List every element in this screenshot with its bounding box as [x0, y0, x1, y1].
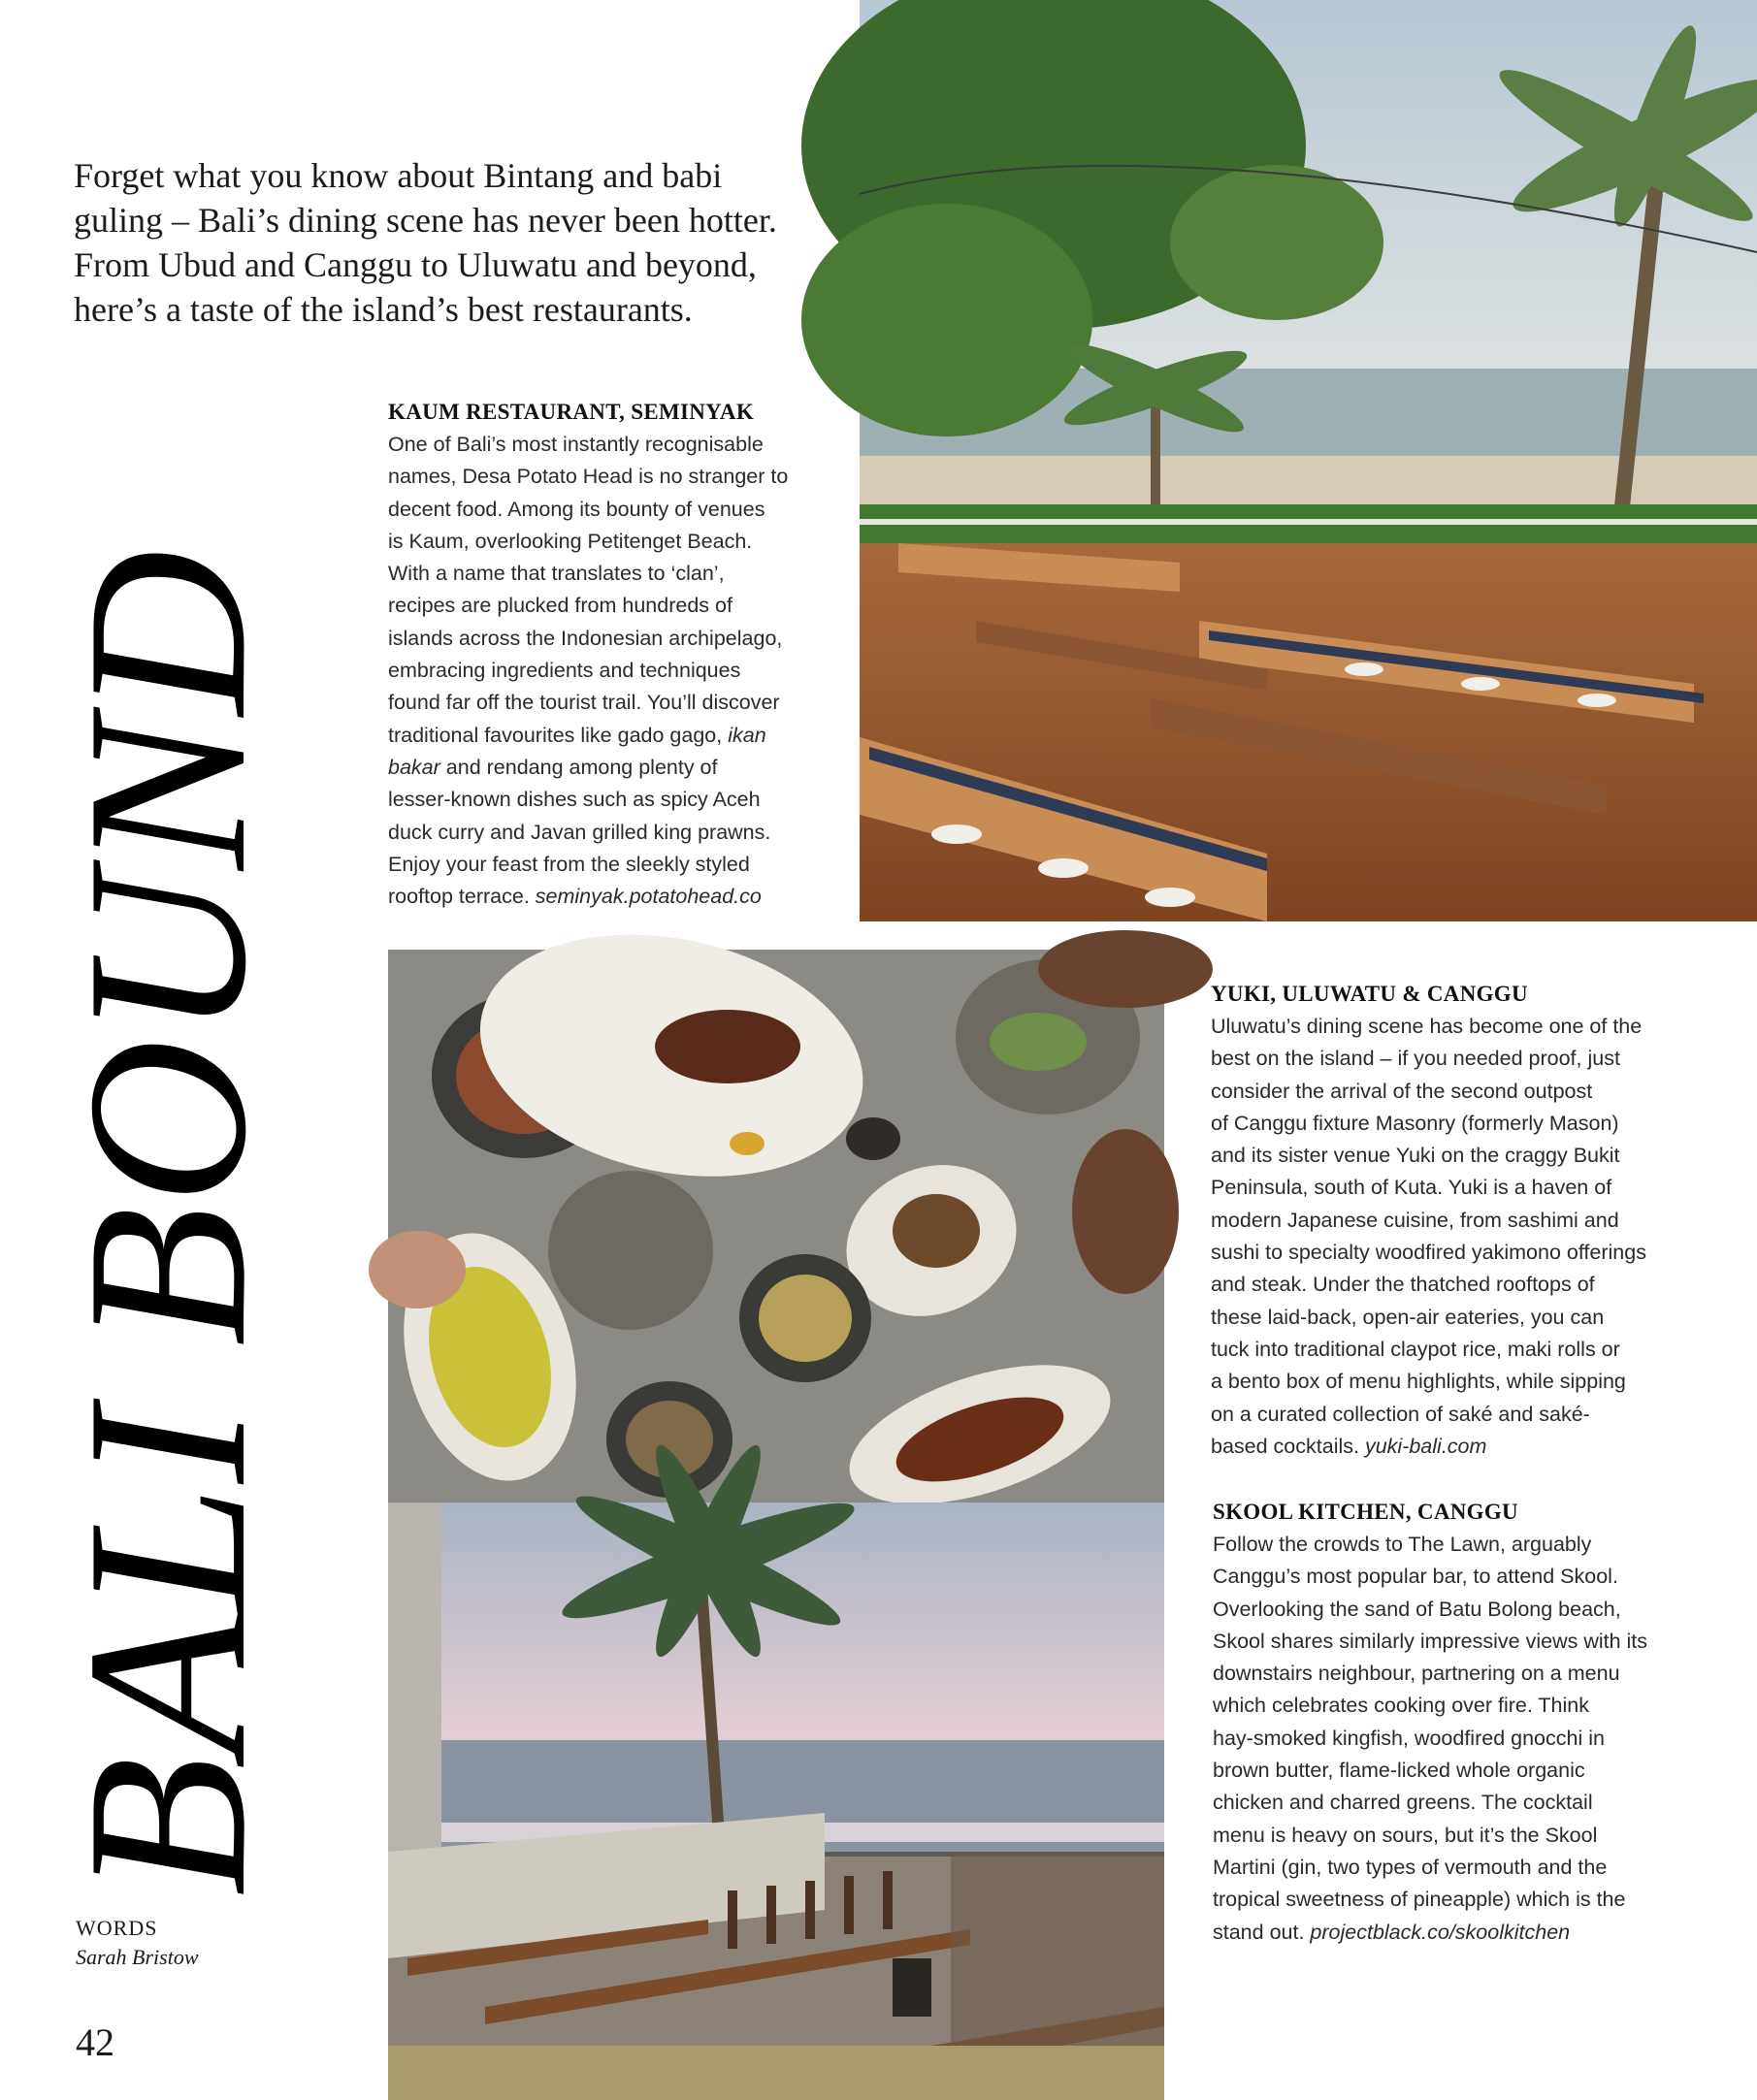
intro-standfirst — [74, 153, 850, 332]
yuki-line: modern Japanese cuisine, from sashimi and — [1211, 1208, 1619, 1232]
yuki-article — [1211, 980, 1696, 1463]
intro-line: Forget what you know about Bintang and babi — [74, 156, 723, 195]
kaum-line: With a name that translates to ‘clan’, — [388, 562, 725, 586]
food-spread-photo — [388, 950, 1164, 1502]
skool-line: brown butter, flame-licked whole organic — [1213, 1759, 1585, 1783]
page-number: 42 — [76, 2020, 114, 2064]
kaum-line: embracing ingredients and techniques — [388, 659, 741, 683]
skool-terrace-illustration — [388, 1502, 1164, 2100]
kaum-line: decent food. Among its bounty of venues — [388, 497, 765, 521]
skool-line: Martini (gin, two types of vermouth and the — [1213, 1855, 1608, 1879]
page-title: BALI BOUND — [41, 547, 294, 1896]
kaum-terrace-photo — [860, 0, 1757, 921]
skool-line: menu is heavy on sours, but it’s the Skool — [1213, 1823, 1598, 1847]
kaum-line: names, Desa Potato Head is no stranger to — [388, 465, 789, 489]
yuki-line: consider the arrival of the second outpost — [1211, 1079, 1593, 1103]
yuki-line: of Canggu fixture Masonry (formerly Mason) — [1211, 1111, 1619, 1135]
skool-url: projectblack.co/skoolkitchen — [1310, 1920, 1571, 1944]
skool-line: tropical sweetness of pineapple) which is the — [1213, 1888, 1626, 1912]
kaum-line: is Kaum, overlooking Petitenget Beach. — [388, 529, 753, 553]
yuki-line-text: based cocktails. — [1211, 1434, 1359, 1458]
kaum-line — [388, 720, 834, 752]
skool-heading: SKOOL KITCHEN, CANGGU — [1213, 1500, 1518, 1524]
skool-terrace-photo — [388, 1502, 1164, 2100]
kaum-line: One of Bali’s most instantly recognisable — [388, 433, 764, 456]
skool-article — [1213, 1498, 1698, 1949]
intro-line: guling – Bali’s dining scene has never been hotter. — [74, 201, 777, 240]
skool-line — [1213, 1917, 1698, 1949]
kaum-line: lesser-known dishes such as spicy Aceh — [388, 788, 761, 812]
kaum-line-text: traditional favourites like gado gago, — [388, 723, 723, 747]
yuki-line: Uluwatu’s dining scene has become one of the — [1211, 1015, 1643, 1038]
kaum-url: seminyak.potatohead.co — [535, 885, 762, 909]
byline-author: Sarah Bristow — [76, 1945, 199, 1969]
kaum-italic-dish: ikan — [728, 723, 766, 747]
kaum-line — [388, 881, 834, 913]
yuki-line: and steak. Under the thatched rooftops of — [1211, 1273, 1595, 1297]
yuki-line: tuck into traditional claypot rice, maki rolls or — [1211, 1337, 1620, 1361]
skool-line: Canggu’s most popular bar, to attend Skool. — [1213, 1565, 1618, 1589]
skool-line: hay-smoked kingfish, woodfired gnocchi in — [1213, 1726, 1605, 1750]
yuki-line: these laid-back, open-air eateries, you can — [1211, 1305, 1605, 1329]
skool-line-text: stand out. — [1213, 1920, 1305, 1944]
skool-line: downstairs neighbour, partnering on a menu — [1213, 1662, 1620, 1686]
yuki-line: sushi to specialty woodfired yakimono offerings — [1211, 1241, 1646, 1265]
yuki-line — [1211, 1431, 1696, 1463]
yuki-heading: YUKI, ULUWATU & CANGGU — [1211, 982, 1528, 1006]
yuki-line: on a curated collection of saké and saké- — [1211, 1402, 1590, 1426]
kaum-line: islands across the Indonesian archipelago, — [388, 626, 783, 650]
intro-line: From Ubud and Canggu to Uluwatu and beyond, — [74, 245, 757, 284]
skool-line: Skool shares similarly impressive views with its — [1213, 1629, 1648, 1653]
kaum-terrace-illustration — [860, 0, 1757, 921]
byline-label: WORDS — [76, 1916, 158, 1940]
kaum-heading: KAUM RESTAURANT, SEMINYAK — [388, 400, 755, 424]
intro-line: here’s a taste of the island’s best restaurants. — [74, 290, 693, 329]
kaum-line — [388, 752, 834, 784]
yuki-url: yuki-bali.com — [1364, 1434, 1487, 1458]
kaum-line-text: rooftop terrace. — [388, 885, 530, 909]
kaum-italic-dish: bakar — [388, 755, 440, 779]
skool-line: chicken and charred greens. The cocktail — [1213, 1791, 1593, 1815]
yuki-line: Peninsula, south of Kuta. Yuki is a haven of — [1211, 1176, 1612, 1200]
kaum-line: Enjoy your feast from the sleekly styled — [388, 852, 750, 876]
kaum-article — [388, 398, 834, 913]
kaum-line: duck curry and Javan grilled king prawns. — [388, 820, 771, 844]
kaum-line: found far off the tourist trail. You’ll discover — [388, 691, 780, 715]
skool-line: which celebrates cooking over fire. Think — [1213, 1694, 1589, 1718]
yuki-line: best on the island – if you needed proof, just — [1211, 1047, 1620, 1071]
kaum-line: recipes are plucked from hundreds of — [388, 594, 732, 618]
title-container — [41, 388, 294, 1896]
skool-line: Overlooking the sand of Batu Bolong beach, — [1213, 1597, 1621, 1621]
yuki-line: and its sister venue Yuki on the craggy Bukit — [1211, 1144, 1620, 1168]
yuki-line: a bento box of menu highlights, while sipping — [1211, 1370, 1626, 1394]
food-spread-illustration — [388, 950, 1164, 1502]
kaum-line-text: and rendang among plenty of — [445, 755, 718, 779]
skool-line: Follow the crowds to The Lawn, arguably — [1213, 1533, 1592, 1556]
